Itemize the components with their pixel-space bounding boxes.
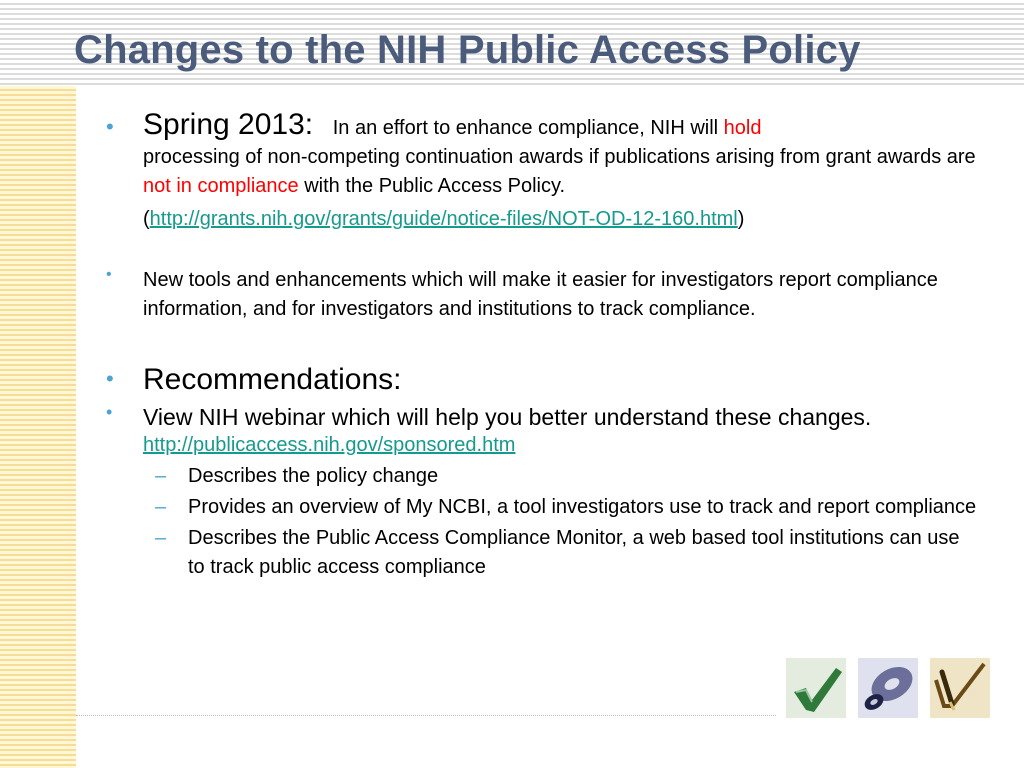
sub-item-text: Describes the Public Access Compliance Monitor, a web based tool institutions can use to track public access compliance — [188, 527, 960, 578]
bullet-webinar — [100, 402, 980, 458]
spring-text-2: processing of non-competing continuation awards if publications arising from grant awards are — [143, 146, 976, 168]
bullet-new-tools — [100, 266, 980, 324]
hold-highlight: hold — [723, 117, 762, 139]
dash-bullet: – — [155, 496, 167, 518]
footer-divider — [76, 715, 776, 716]
sub-item — [100, 462, 980, 491]
link-paren-open: ( — [143, 208, 150, 230]
dash-bullet: – — [155, 465, 167, 487]
cd-disc-icon — [858, 658, 918, 718]
bullet-recommendations — [100, 362, 980, 398]
spring-text-3: with the Public Access Policy. — [298, 175, 566, 197]
pen-checkmark-icon — [930, 658, 990, 718]
tools-text: New tools and enhancements which will make it easier for investigators report compliance information, and for investigators and institutions to track compliance. — [143, 269, 938, 320]
recommendations-heading: Recommendations: — [143, 363, 402, 396]
not-in-compliance-highlight: not in compliance — [143, 175, 299, 197]
sub-item — [100, 493, 980, 522]
bullet-dot: • — [106, 402, 113, 422]
bullet-spring-2013 — [100, 110, 980, 234]
sub-item — [100, 524, 980, 582]
bullet-dot: • — [106, 114, 114, 139]
checkmark-icon — [786, 658, 846, 718]
webinar-text: View NIH webinar which will help you better understand these changes. — [143, 404, 872, 430]
slide-title: Changes to the NIH Public Access Policy — [74, 28, 861, 72]
sub-item-text: Describes the policy change — [188, 465, 439, 487]
link-paren-close: ) — [737, 208, 745, 230]
bullet-dot: • — [106, 266, 112, 283]
spring-text-1: In an effort to enhance compliance, NIH will — [332, 117, 724, 139]
sub-list — [100, 462, 980, 582]
webinar-link[interactable]: http://publicaccess.nih.gov/sponsored.htm — [143, 434, 516, 456]
slide-body — [100, 110, 980, 582]
dash-bullet: – — [155, 527, 167, 549]
spring-heading: Spring 2013: — [143, 108, 314, 141]
sidebar-stripes — [0, 86, 76, 768]
sub-item-text: Provides an overview of My NCBI, a tool investigators use to track and report compliance — [188, 496, 977, 518]
nih-notice-link[interactable]: http://grants.nih.gov/grants/guide/notice-files/NOT-OD-12-160.html — [149, 208, 738, 230]
bullet-dot: • — [106, 366, 114, 391]
